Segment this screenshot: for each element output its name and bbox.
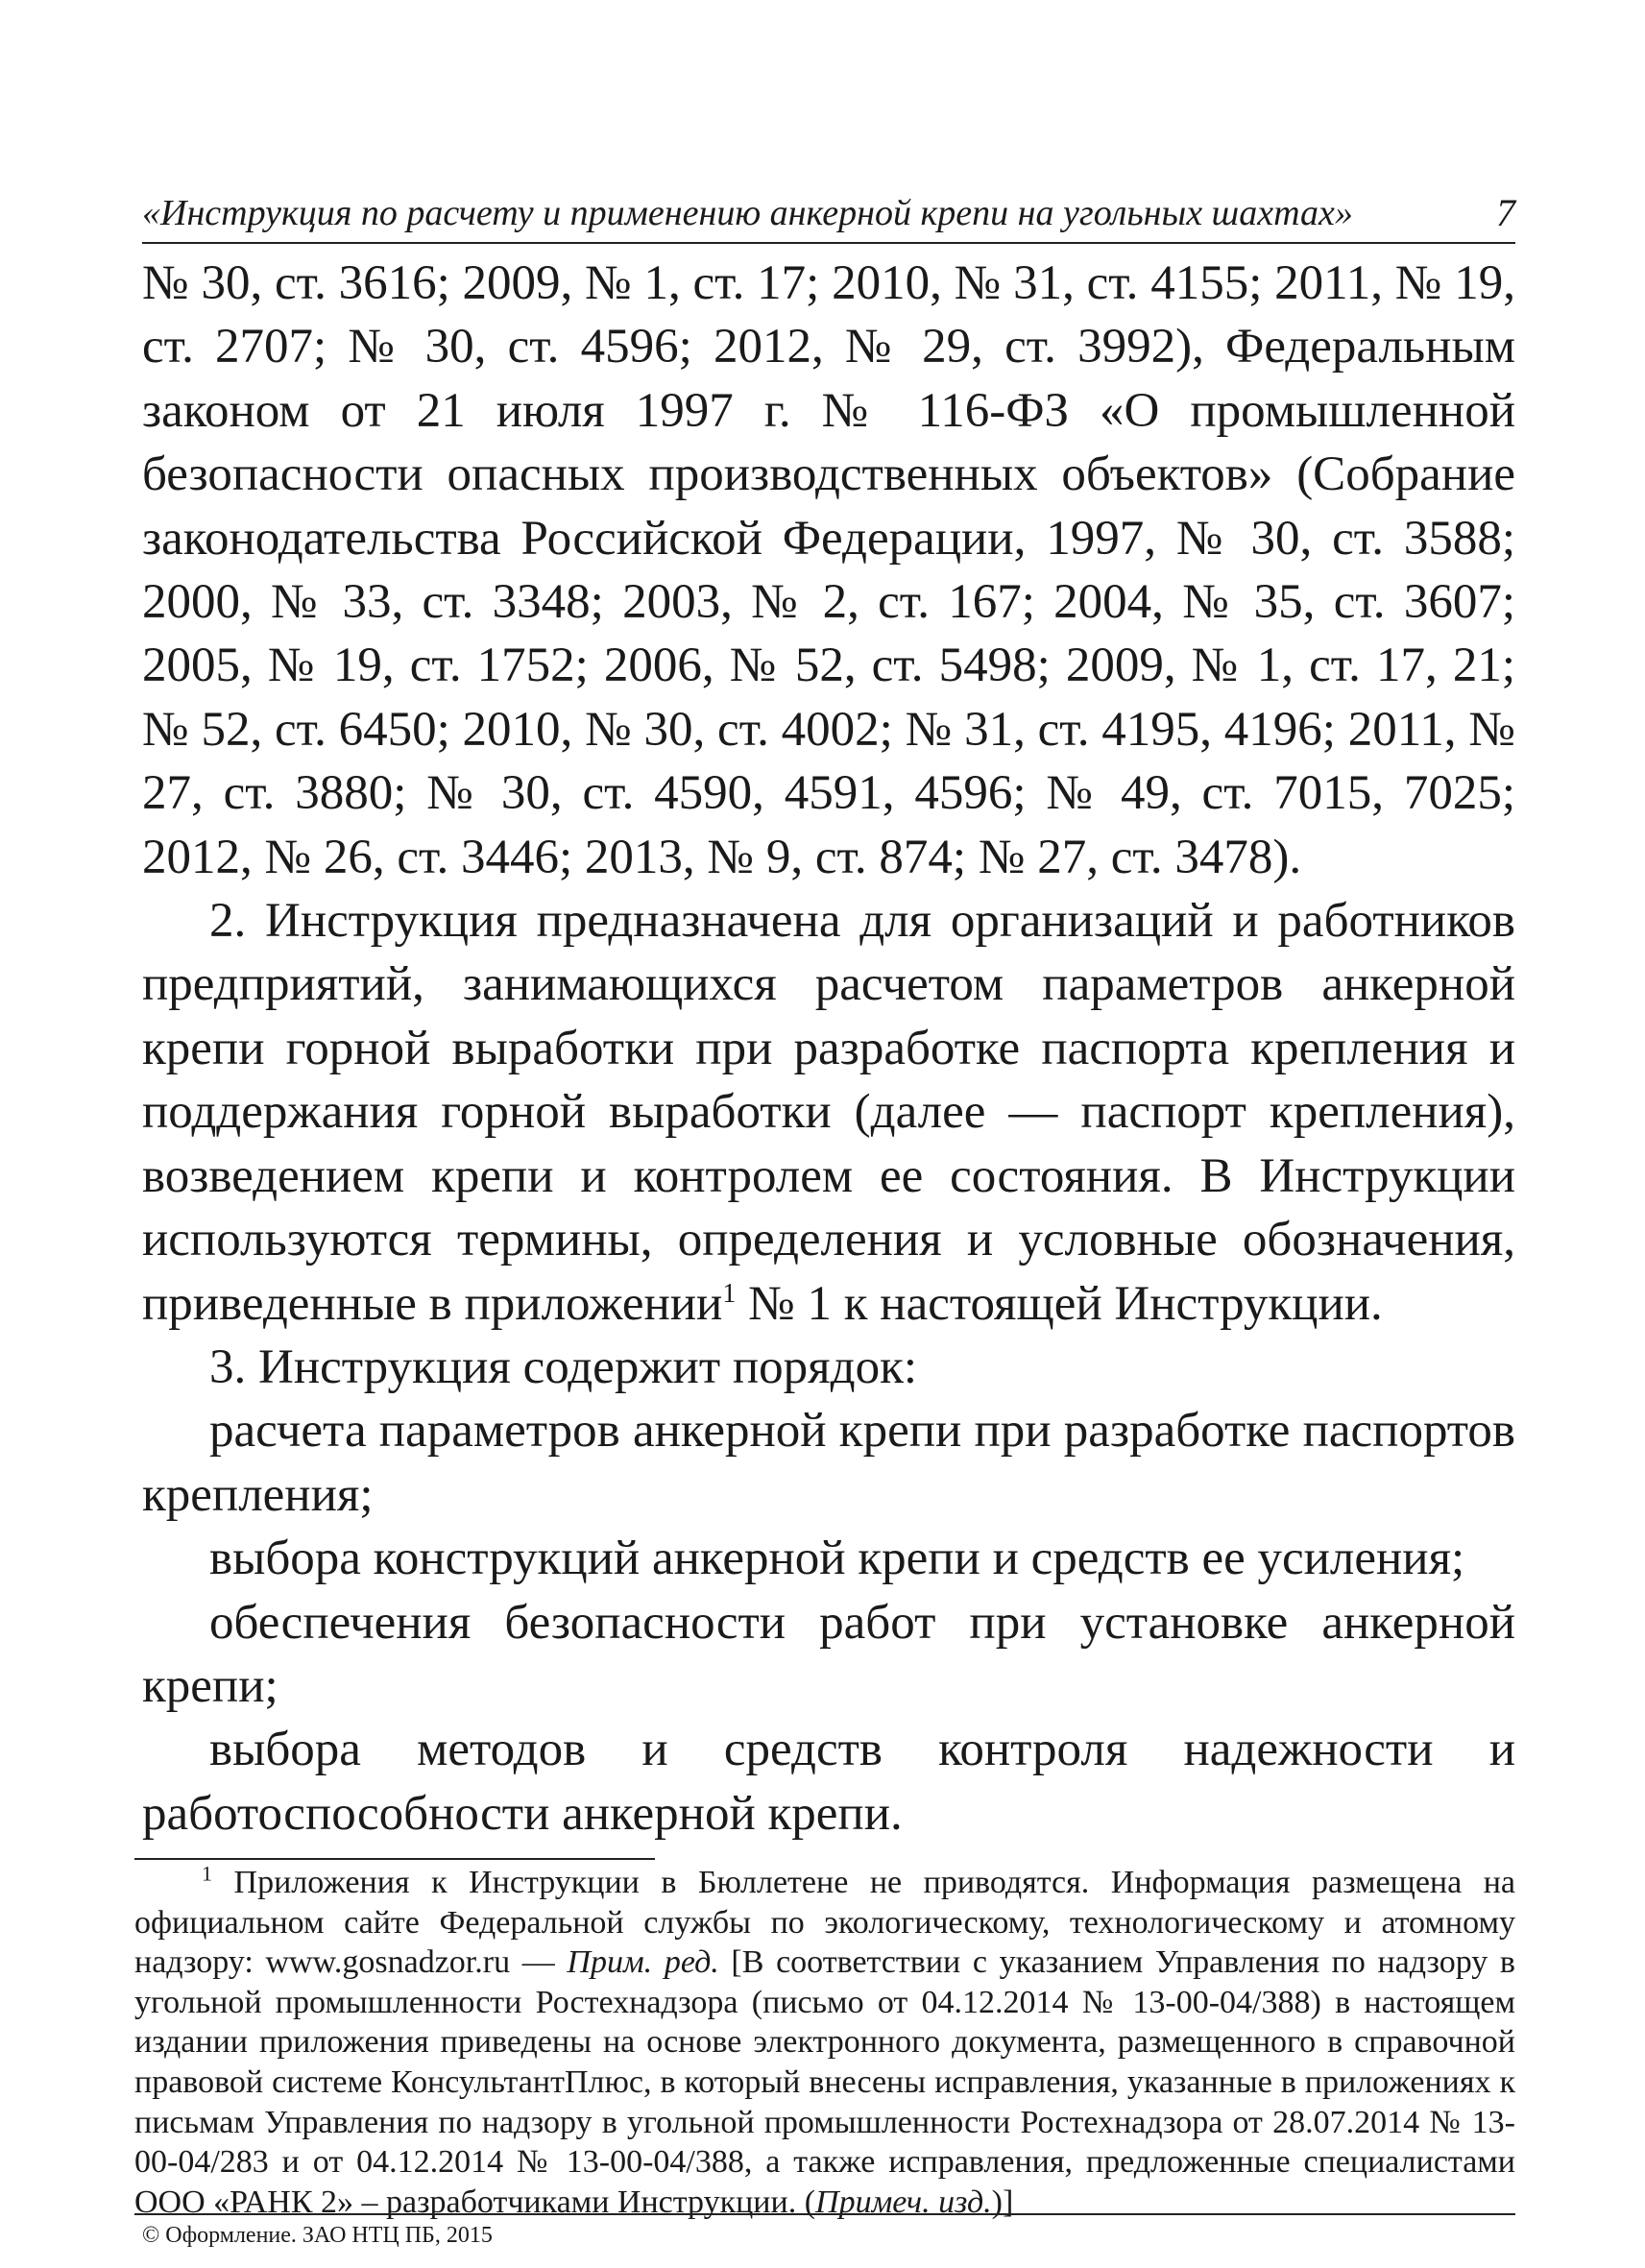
body-text: [142, 252, 1515, 1846]
list-item-selection: выбора конструкций анкерной крепи и средств ее усиления;: [209, 1532, 1465, 1586]
footnote-editor-note: Прим. ред.: [567, 1944, 719, 1981]
footnote-publisher-note: Примеч. изд.: [815, 2184, 992, 2220]
paragraph-item-2-tail: № 1 к настоящей Инструкции.: [736, 1276, 1383, 1331]
running-header: [142, 188, 1515, 244]
footnote-mark: 1: [202, 1861, 212, 1886]
list-item-control: выбора методов и средств контроля надежности и работоспособности анкерной крепи.: [142, 1723, 1515, 1841]
running-header-title: «Инструкция по расчету и применению анкерной крепи на угольных шахтах»: [142, 193, 1353, 233]
paragraph-item-3: 3. Инструкция содержит порядок:: [209, 1339, 918, 1394]
paragraph-item-2: [142, 889, 1515, 1336]
footnote-divider: [134, 1858, 655, 1860]
footnote-text-part2: [В соответствии с указанием Управления по надзору в угольной промышленности Ростехнадзора (письмо от 04.12.2014 № 13-00-04/388) в настоящем издании приложения приведены на основе электронного документа, размещенного в справочной правовой системе КонсультантПлюс, в который внесены исправления, указанные в приложениях к письмам Управления по надзору в угольной промышленности Ростехнадзора от 28.07.2014 № 13-00-04/283 и от 04.12.2014 № 13-00-04/388, а также исправления, предложенные специалистами ООО «РАНК 2» – разработчиками Инструкции. (: [134, 1944, 1515, 2220]
footer-copyright: © Оформление. ЗАО НТЦ ПБ, 2015: [142, 2223, 493, 2248]
footer-divider: [134, 2213, 1515, 2215]
footnote-text-part1: Приложения к Инструкции в Бюллетене не приводятся. Информация размещена на официальном сайте Федеральной службы по экологическому, технологическому и атомному надзору: www.gosnadzor.ru —: [134, 1865, 1515, 1981]
footnote-reference[interactable]: 1: [722, 1278, 737, 1309]
page-number: 7: [1496, 191, 1515, 234]
footnote-text-part3: )]: [991, 2184, 1014, 2220]
list-item-safety: обеспечения безопасности работ при установке анкерной крепи;: [142, 1595, 1515, 1713]
paragraph-item-2-text: 2. Инструкция предназначена для организаций и работников предприятий, занимающихся расчетом параметров анкерной крепи горной выработки при разработке паспорта крепления и поддержания горной выработки (далее — паспорт крепления), возведением крепи и контролем ее состояния. В Инструкции используются термины, определения и условные обозначения, приведенные в приложении: [142, 894, 1515, 1331]
list-item-calculation: расчета параметров анкерной крепи при разработке паспортов крепления;: [142, 1404, 1515, 1522]
paragraph-continuation: № 30, ст. 3616; 2009, № 1, ст. 17; 2010, № 31, ст. 4155; 2011, № 19, ст. 2707; № 30, ст. 4596; 2012, № 29, ст. 3992), Федеральным законом от 21 июля 1997 г. № 116-ФЗ «О промышленной безопасности опасных производственных объектов» (Собрание законодательства Российской Федерации, 1997, № 30, ст. 3588; 2000, № 33, ст. 3348; 2003, № 2, ст. 167; 2004, № 35, ст. 3607; 2005, № 19, ст. 1752; 2006, № 52, ст. 5498; 2009, № 1, ст. 17, 21; № 52, ст. 6450; 2010, № 30, ст. 4002; № 31, ст. 4195, 4196; 2011, № 27, ст. 3880; № 30, ст. 4590, 4591, 4596; № 49, ст. 7015, 7025; 2012, № 26, ст. 3446; 2013, № 9, ст. 874; № 27, ст. 3478).: [142, 256, 1515, 884]
footnote: [134, 1863, 1515, 2222]
